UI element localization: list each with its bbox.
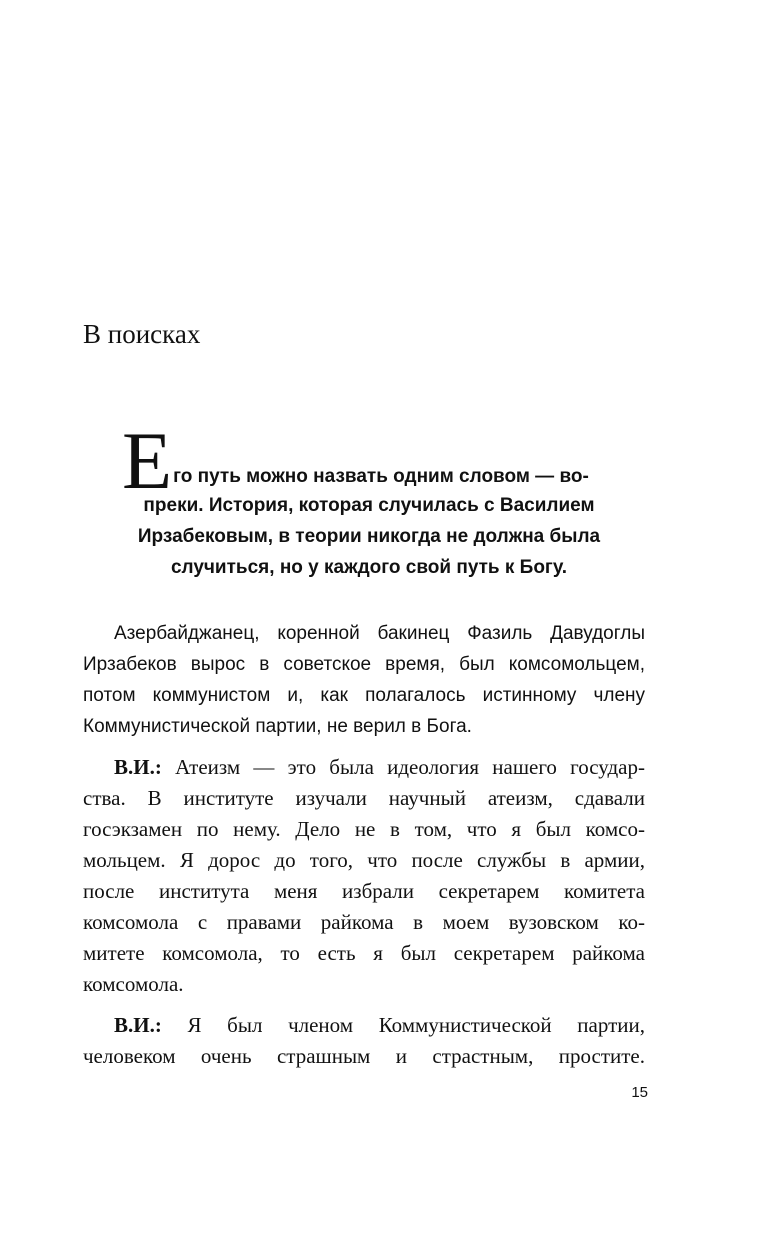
intro-line-4: Коммунистической партии, не верил в Бога. [83, 716, 472, 737]
quote-1-line-7: митете комсомола, то есть я был секретарем райкома [83, 941, 645, 965]
quote-1-line-1 [83, 752, 645, 783]
lead-line-2: преки. История, которая случилась с Василием [143, 495, 595, 516]
quote-1-line-2: ства. В институте изучали научный атеизм, сдавали [83, 786, 645, 810]
page-number: 15 [631, 1084, 648, 1101]
drop-cap: Е [122, 415, 173, 506]
quote-1-line-4: мольцем. Я дорос до того, что после службы в армии, [83, 848, 645, 872]
lead-line-1-text: го путь можно назвать одним словом — во- [173, 466, 589, 487]
quote-2-first-text: Я был членом Коммунистической партии, [161, 1013, 645, 1037]
intro-line-2: Ирзабеков вырос в советское время, был комсомольцем, [83, 654, 645, 675]
quote-1-line-3: госэкзамен по нему. Дело не в том, что я был комсо- [83, 817, 645, 841]
intro-paragraph [83, 618, 645, 742]
quote-2-line-1 [83, 1010, 645, 1041]
quote-1-line-8: комсомола. [83, 972, 184, 996]
speaker-label: В.И.: [114, 755, 162, 779]
quote-1-line-6: комсомола с правами райкома в моем вузовском ко- [83, 910, 645, 934]
body-text [83, 618, 645, 1072]
speaker-label: В.И.: [114, 1013, 162, 1037]
quote-1-first-text: Атеизм — это была идеология нашего государ- [161, 755, 645, 779]
lead-line-3: Ирзабековым, в теории никогда не должна была [137, 526, 601, 547]
intro-line-3: потом коммунистом и, как полагалось истинному члену [83, 685, 645, 706]
quote-paragraph-2 [83, 1010, 645, 1072]
lead-line-4: случиться, но у каждого свой путь к Богу. [170, 557, 568, 578]
quote-2-line-2: человеком очень страшным и страстным, простите. [83, 1044, 645, 1068]
intro-line-1: Азербайджанец, коренной бакинец Фазиль Давудоглы [114, 623, 645, 644]
quote-paragraph-1 [83, 752, 645, 1000]
quote-1-line-5: после института меня избрали секретарем комитета [83, 879, 645, 903]
lead-paragraph [122, 415, 646, 583]
chapter-title: В поисках [83, 319, 201, 349]
